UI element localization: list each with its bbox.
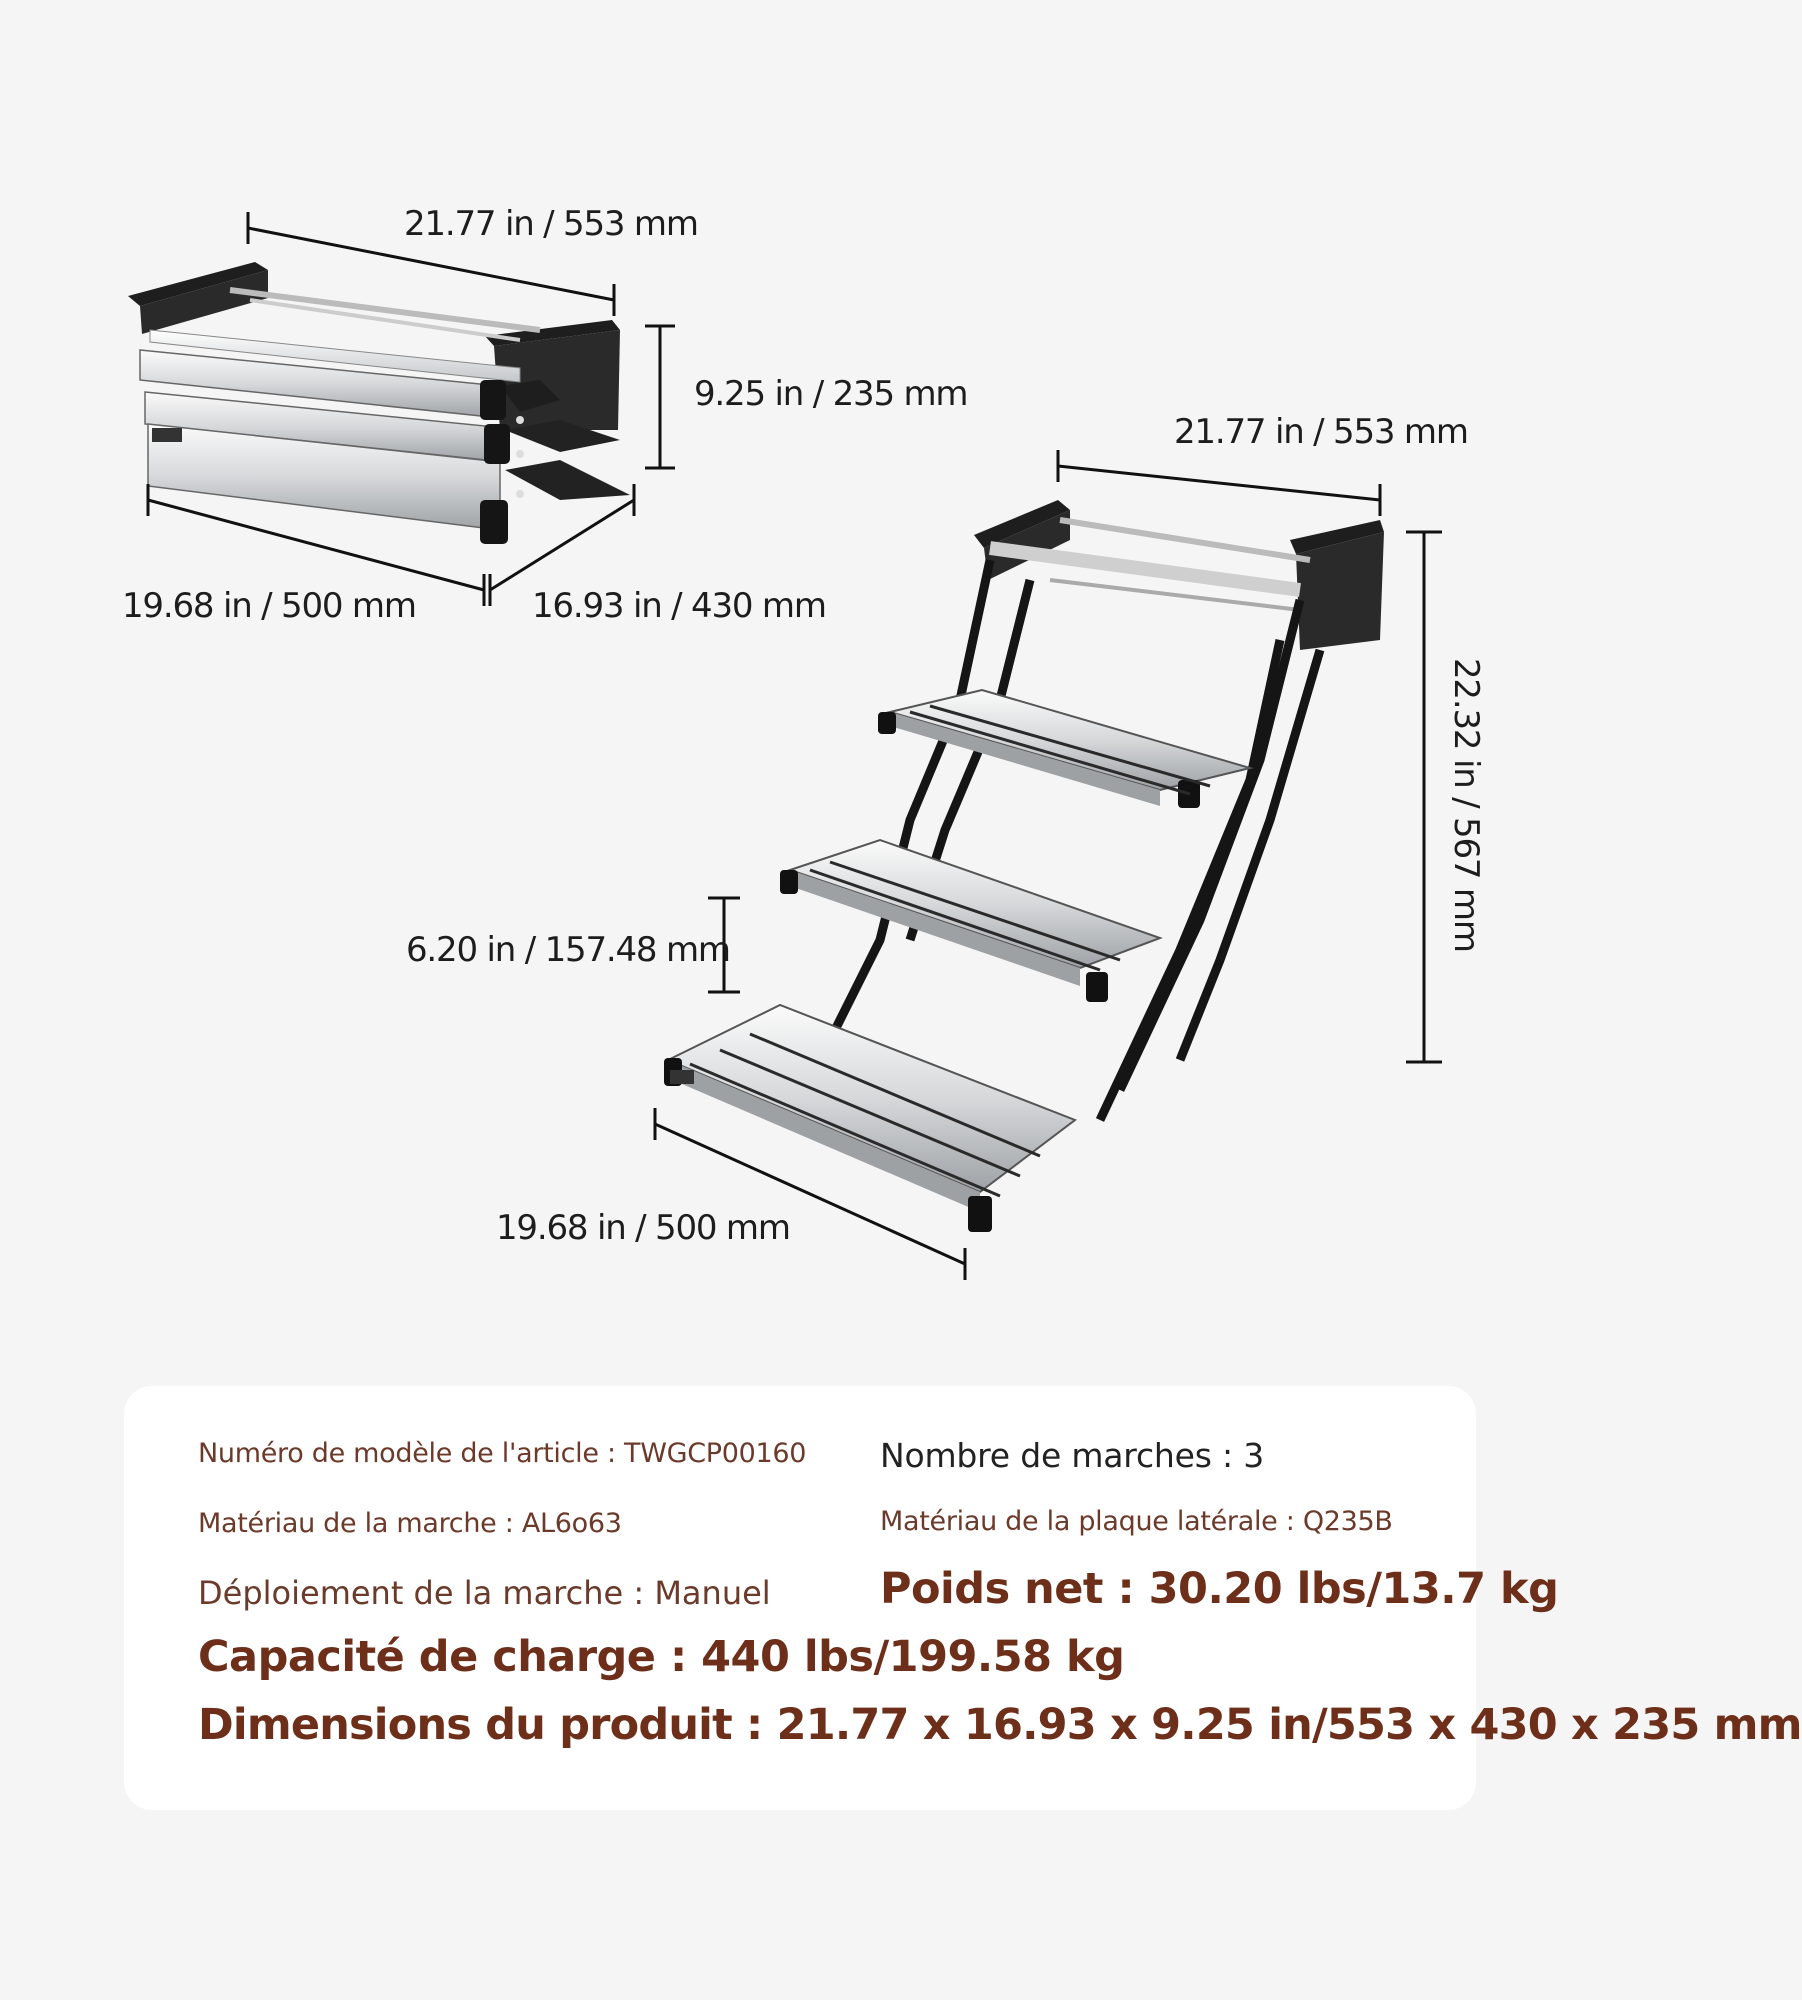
folded-step-image [128,262,630,544]
folded-length-label: 19.68 in / 500 mm [122,586,416,626]
spec-product-dimensions: Dimensions du produit : 21.77 x 16.93 x 9.25 in/553 x 430 x 235 mm [198,1700,1802,1750]
spec-side-plate-material: Matériau de la plaque latérale : Q235B [880,1506,1393,1537]
folded-depth-label: 16.93 in / 430 mm [532,586,826,626]
spec-net-weight: Poids net : 30.20 lbs/13.7 kg [880,1564,1559,1614]
spec-model-number: Numéro de modèle de l'article : TWGCP00160 [198,1438,807,1469]
unfolded-width-label: 21.77 in / 553 mm [1174,412,1468,452]
spec-step-material: Matériau de la marche : AL6o63 [198,1508,622,1539]
unfolded-height-label: 22.32 in / 567 mm [1446,658,1486,952]
spec-load-capacity: Capacité de charge : 440 lbs/199.58 kg [198,1632,1125,1682]
spec-step-count: Nombre de marches : 3 [880,1436,1265,1475]
unfolded-length-label: 19.68 in / 500 mm [496,1208,790,1248]
folded-width-label: 21.77 in / 553 mm [404,204,698,244]
step-rise-label: 6.20 in / 157.48 mm [406,930,730,970]
spec-deployment: Déploiement de la marche : Manuel [198,1574,771,1612]
folded-height-label: 9.25 in / 235 mm [694,374,968,414]
